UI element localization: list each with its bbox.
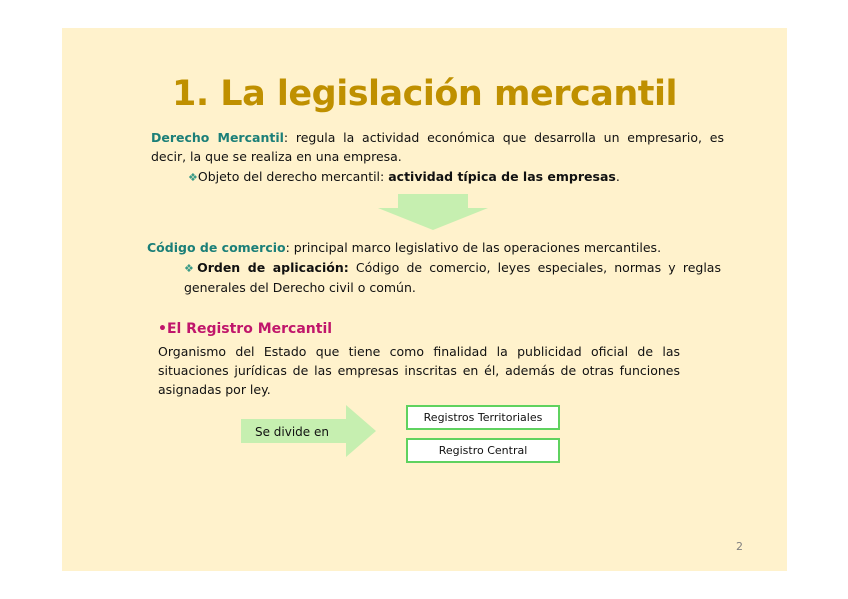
codigo-term: Código de comercio xyxy=(147,240,286,255)
registro-paragraph xyxy=(158,342,680,399)
codigo-paragraph xyxy=(147,238,747,257)
derecho-bullet xyxy=(188,167,728,187)
registro-text: Organismo del Estado que tiene como finalidad la publicidad oficial de las situaciones jurídicas de las empresas inscritas en él, además de otras funciones asignadas por ley. xyxy=(158,344,680,397)
derecho-text: regula la actividad económica que desarrolla un empresario, es decir, la que se realiza en una empresa. xyxy=(151,130,724,164)
diamond-bullet-icon: ❖ xyxy=(188,171,198,184)
down-arrow-icon xyxy=(378,194,488,230)
page-number: 2 xyxy=(736,540,743,553)
registro-heading: •El Registro Mercantil xyxy=(158,321,333,337)
derecho-colon: : xyxy=(283,130,289,145)
codigo-bullet-bold: Orden de aplicación: xyxy=(197,260,349,275)
derecho-bullet-end: . xyxy=(615,169,620,184)
derecho-paragraph xyxy=(151,128,724,166)
slide xyxy=(62,28,787,571)
box-registros-territoriales: Registros Territoriales xyxy=(406,405,560,430)
derecho-bullet-bold: actividad típica de las empresas xyxy=(388,169,616,184)
arrow-label: Se divide en xyxy=(254,425,329,439)
codigo-text: : principal marco legislativo de las operaciones mercantiles. xyxy=(285,240,662,255)
diamond-bullet-icon: ❖ xyxy=(184,262,198,275)
derecho-term: Derecho Mercantil xyxy=(151,130,284,145)
codigo-bullet-text: Código de comercio, leyes especiales, normas y reglas generales del Derecho civil o común. xyxy=(184,260,721,295)
codigo-bullet xyxy=(184,258,721,297)
derecho-bullet-prefix: Objeto del derecho mercantil: xyxy=(197,169,389,184)
box-registro-central: Registro Central xyxy=(406,438,560,463)
slide-title: 1. La legislación mercantil xyxy=(171,74,678,114)
